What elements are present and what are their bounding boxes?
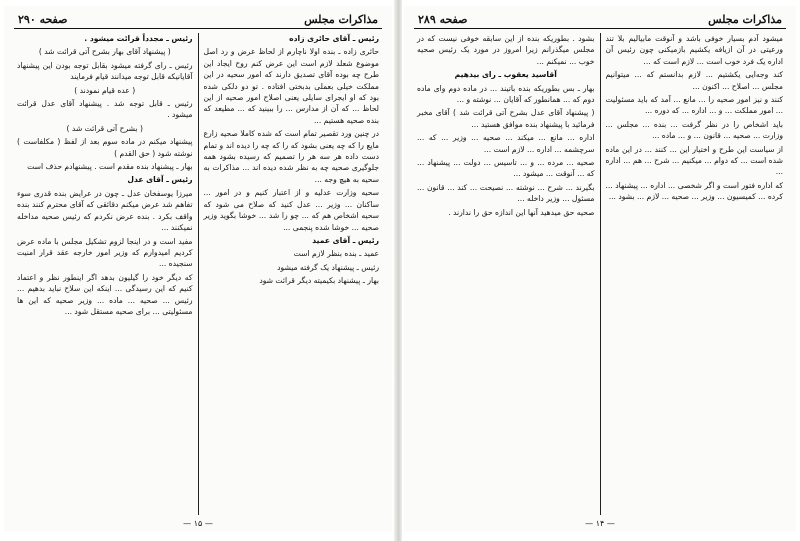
paragraph: میشود آدم بسیار خوفی باشد و آنوقت مابیالیم بلا تند ورعیتی در آن ازیافه یکشیم بازمیکنی چون رئیس آن اداره یک فرد خوب است ... لازم است که ...: [605, 34, 783, 66]
right-header-page-number: صفحه ۲۸۹: [418, 13, 468, 26]
left-page-footer: — ۱۵ —: [183, 519, 213, 528]
paragraph: رئیس ـ آقای عدل: [127, 175, 193, 185]
paragraph: کنند و نیز امور صحیه را ... مانع ... آمد که باید مسئولیت ... امور مملکت ... و ... اداره ... که دوره ...: [605, 95, 783, 116]
right-header-title: مذاکرات مجلس: [708, 13, 782, 26]
paragraph: ( پیشنهاد آقای عدل بشرح آتی قرائت شد ) آقای مخبر فرمائید با پیشنهاد بنده موافق هستید ...: [417, 108, 595, 129]
right-page-columns: [414, 33, 786, 515]
right-page-left-column: [414, 33, 598, 515]
paragraph: سحیه وزارت عدلیه و از اعتبار کنیم و در امور ... ساکنان ... وزیر ... عدل کنید که صلاح می شود که سحیه اشخاص هم که ... چو را شد ... خوشا بگوید وزیر صحیه ... خوشا شده پنجمی ...: [203, 188, 379, 232]
left-page: [4, 6, 392, 532]
paragraph: رئیس ـ آقای عمید: [312, 235, 379, 245]
paragraph: صحیه ... مرده ... و ... تاسیس ... دولت ... پیشنهاد ... که ... آنوقت ... میشود ...: [417, 158, 595, 179]
paragraph: پیشنهاد میکنم در ماده سوم بعد از لفظ ( مکلفاست ) نوشته شود ( حق القدم ): [17, 137, 193, 158]
paragraph: رئیس ـ آقای حائری زاده: [289, 34, 379, 43]
paragraph: رئیس ـ قابل توجه شد . پیشنهاد آقای عدل قرائت میشود .: [17, 99, 193, 120]
left-page-columns: [14, 33, 382, 515]
paragraph: رئیس ـ مجدداً قرائت میشود .: [84, 34, 193, 43]
left-page-header: [14, 6, 382, 28]
book-gutter: [394, 0, 402, 541]
paragraph: اداره ... مانع ... میکند ... صحیه ... وزیر ... که ... سرچشمه ... اداره ... لازم است ...: [417, 133, 595, 154]
paragraph: رئیس ـ رای گرفته میشود بقابل توجه بودن این پیشنهاد آقایانیکه قابل توجه میدانند قیام فرمایند: [17, 60, 193, 82]
left-header-page-number: صفحه ۲۹۰: [18, 13, 68, 26]
paragraph: صحیه حق میدهید آنها این اندازه حق را ندارند .: [448, 207, 595, 217]
paragraph: بهار ـ بس بطوریکه بنده باتیند ... در ماده دوم وای ماده دوم که ... همانطور که آقایان ... نوشته و ...: [417, 83, 595, 105]
paragraph: بشود . بطوریکه بنده از این سابقه خوفی نیست که در مجلس میگذرانم زیرا امروز در مورد یک رئیس صحیه خوب ... نمیکنم ...: [417, 34, 595, 66]
paragraph: باید اشخاص را در نظر گرفت ... بنده ... مجلس ... وزارت ... صحیه ... قانون ... و ... ماده ...: [605, 119, 783, 141]
paragraph: که دیگر خود را گیلیون بدهد اگر اینطور نظر و اعتماد کنیم که این رسیدگی ... اینکه این سلاح نباید بدهیم ... رئیس ... صحیه ... ماده ... وزیر صحیه که این ها مسئولیتی ... برای صحیه مستقل شود ...: [17, 272, 193, 316]
paragraph: آقاسید یعقوب ـ رای بیدهیم: [454, 70, 557, 80]
right-page: [404, 6, 796, 532]
column-divider: [600, 33, 601, 515]
paragraph: بهار ـ پیشنهاد بنده مقدم است . پیشنهادم حذف است: [27, 162, 193, 172]
right-page-right-column: [603, 33, 787, 515]
column-divider: [198, 33, 199, 515]
paragraph: حائری زاده ـ بنده اولا ناچارم از لحاظ عرض و رد اصل موضوع شعلد لازم است این عرض کنم روح ایجاد این طرح چه بوده آقای تصدیق دارند که امور سحیه در این مملکت خیلی بعملی بدبختی افتاده . تو دو دلکی شده بود که او ایجرای سایلی یعنی اصلاح امور صحیه از این لحاظ ... که آن از مدارس ... را ببینید که ... مطیعد که بنده صحیه هستیم ...: [203, 47, 379, 125]
paragraph: میرزا یوسفخان عدل ـ چون در عرایض بنده قدری سوء تفاهم شد عرض میکنم دقائقی که آقای محترم کنند بنده واقف بکرد . بنده عرض نکردم که رئیس صحیه مداخله نمیکنند ...: [17, 188, 193, 233]
left-header-title: مذاکرات مجلس: [304, 13, 378, 26]
right-header-rule: [414, 28, 786, 29]
left-header-rule: [14, 28, 382, 29]
paragraph: مفید است و در اینجا لزوم تشکیل مجلس با ماده عرض کردیم امیدوارم که وزیر امور خارجه عقد قرار امنیت سنجیده ...: [17, 236, 193, 269]
left-page-right-column: [201, 33, 383, 515]
paragraph: از سیاست این طرح و اختیار این ... کنند ... در این ماده شده است ... که دوام ... میکنیم ... شرح ... هم ... اداره ...: [605, 144, 783, 177]
paragraph: ( بشرح آتی قرائت شد ): [66, 123, 143, 133]
paragraph: عمید ـ بنده بنظر لازم است: [293, 249, 379, 259]
paragraph: در چنین ورد تقصیر تمام است که شده کاملا صحیه زارع مایع را که چه یعنی بشود که را که چه را دیده اند و تمام دست داده هر سه هر را تصمیم که رسیده بشود همه جلوگیری صحیه چه به نظر شده دیده اند ... مذاکرات به سحیه به هیچ وجه ...: [203, 129, 379, 184]
paragraph: که اداره فتور است و اگر شخصی ... اداره ... پیشنهاد ... کرده ... کمیسیون ... وزیر ... صحیه ... لازم ... بشود ...: [605, 180, 783, 202]
paragraph: رئیس ـ پیشنهاد یک گرفته میشود: [277, 262, 379, 272]
paragraph: کند وجه‌ایی یکشتیم ... لازم بدانستم که ... میتوانیم مجلس ... اصلاح ... اکنون ...: [605, 70, 783, 91]
paragraph: ( پیشنهاد آقای بهار بشرح آتی قرائت شد ): [38, 47, 171, 57]
paragraph: بگیرند ... شرح ... نوشته ... نصیحت ... کند ... قانون ... مسئول ... وزیر داخله ...: [417, 182, 595, 204]
left-page-left-column: [14, 33, 196, 515]
paragraph: بهار ـ پیشنهاد بکیمیته دیگر قرائت شود: [259, 276, 379, 286]
right-page-header: [414, 6, 786, 28]
paragraph: ( عده قیام نمودند ): [74, 85, 136, 95]
right-page-footer: — ۱۴ —: [585, 519, 615, 528]
